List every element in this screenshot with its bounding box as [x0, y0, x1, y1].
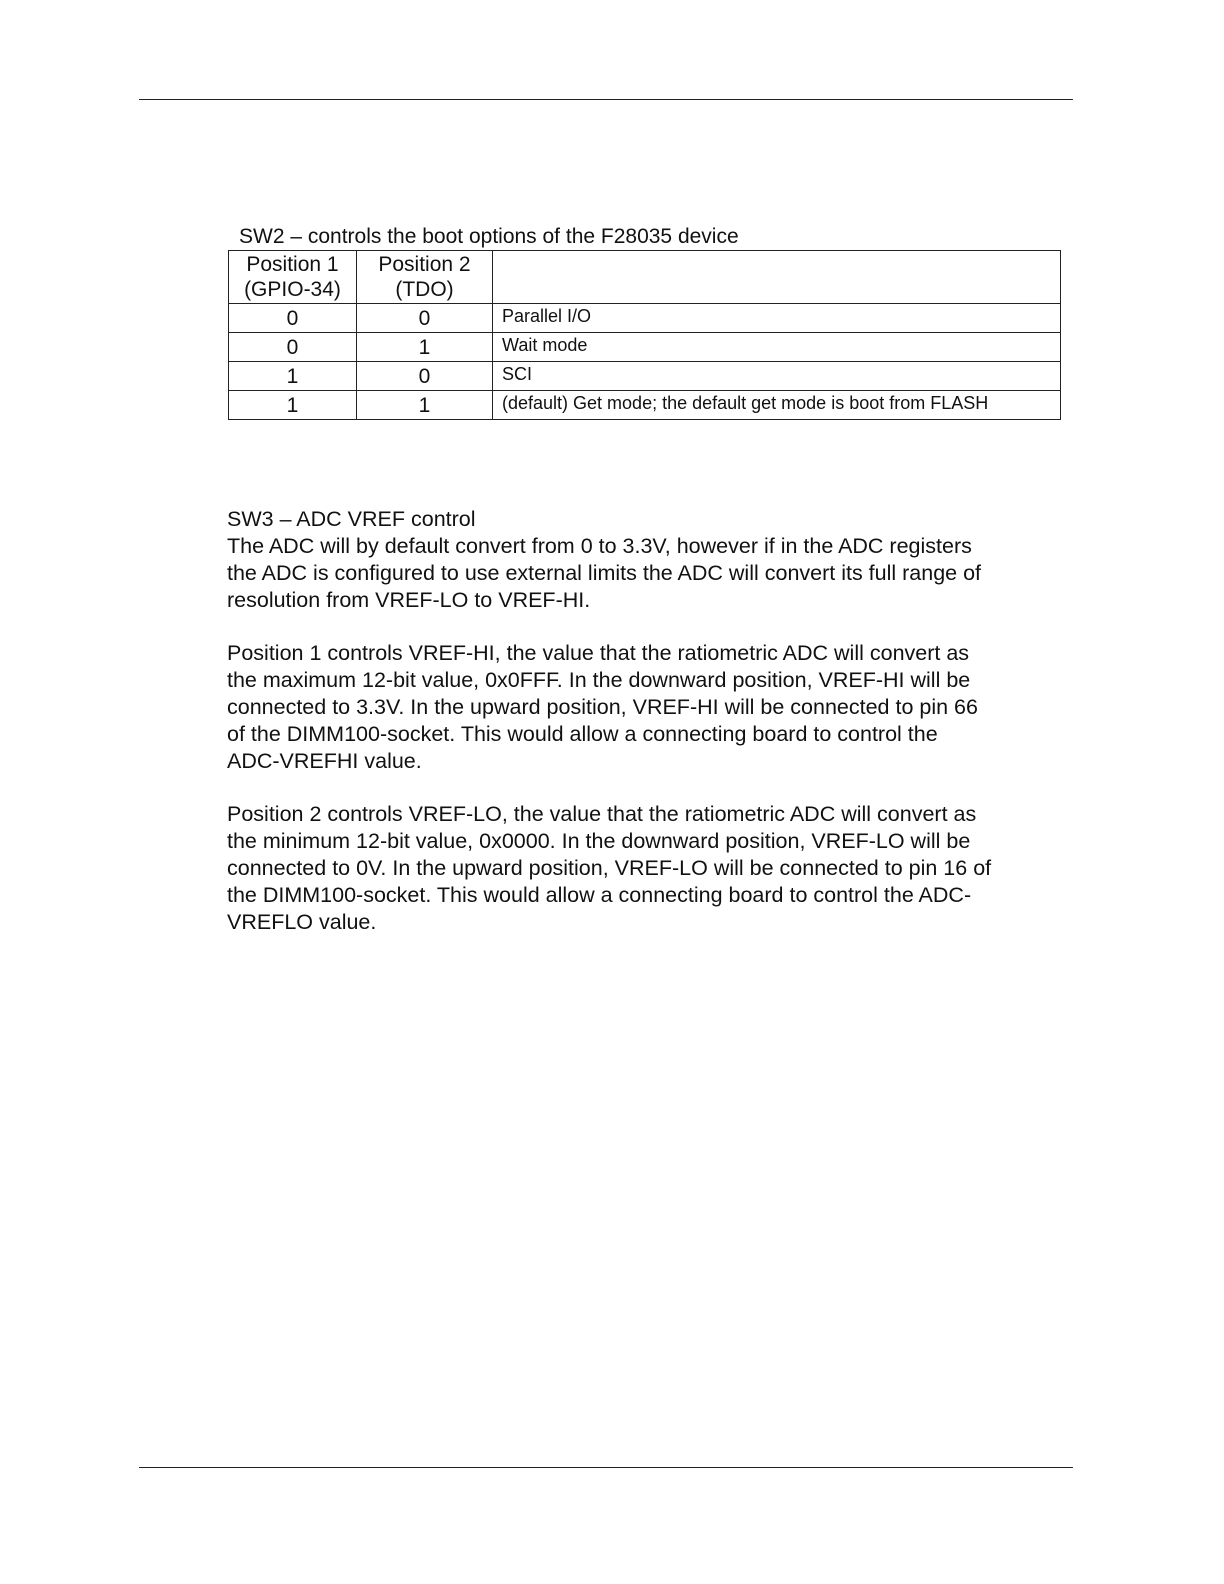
- sw2-boot-table: [228, 250, 1061, 420]
- cell-position-1: 1: [229, 362, 357, 391]
- header-position-2-signal: (TDO): [395, 278, 454, 301]
- cell-position-1: 0: [229, 333, 357, 362]
- footer-rule: [139, 1467, 1073, 1468]
- cell-boot-mode: Parallel I/O: [493, 304, 1061, 333]
- table-row: [229, 362, 1061, 391]
- cell-boot-mode: Wait mode: [493, 333, 1061, 362]
- header-rule: [139, 99, 1073, 100]
- sw2-caption: SW2 – controls the boot options of the F28035 device: [239, 225, 739, 248]
- sw3-heading-text: SW3 – ADC VREF control: [227, 507, 476, 531]
- table-row: [229, 304, 1061, 333]
- header-position-2-label: Position 2: [378, 253, 471, 276]
- sw3-position-2-paragraph: [227, 801, 1067, 936]
- cell-position-2: 0: [357, 304, 493, 333]
- header-position-2: [357, 251, 493, 304]
- header-position-1-signal: (GPIO-34): [244, 278, 341, 301]
- header-position-1: [229, 251, 357, 304]
- sw3-position-1-paragraph: [227, 640, 1067, 775]
- table-row: [229, 333, 1061, 362]
- cell-boot-mode: SCI: [493, 362, 1061, 391]
- cell-position-1: 0: [229, 304, 357, 333]
- cell-boot-mode: (default) Get mode; the default get mode is boot from FLASH: [493, 391, 1061, 420]
- sw3-intro-text: The ADC will by default convert from 0 to 3.3V, however if in the ADC registers the ADC is configured to use external limits the ADC will convert its full range of resolution from VREF-LO to VREF-HI.: [227, 534, 982, 612]
- cell-position-1: 1: [229, 391, 357, 420]
- cell-position-2: 1: [357, 333, 493, 362]
- sw3-position-1-text: Position 1 controls VREF-HI, the value that the ratiometric ADC will convert as the maximum 12-bit value, 0x0FFF. In the downward position, VREF-HI will be connected to 3.3V. In the upward position, VREF-HI will be connected to pin 66 of the DIMM100-socket. This would allow a connecting board to control the ADC-VREFHI value.: [227, 641, 978, 773]
- sw3-position-2-text: Position 2 controls VREF-LO, the value that the ratiometric ADC will convert as the minimum 12-bit value, 0x0000. In the downward position, VREF-LO will be connected to 0V. In the upward position, VREF-LO will be connected to pin 16 of the DIMM100-socket. This would allow a connecting board to control the ADC- VREFLO value.: [227, 802, 992, 934]
- header-position-1-label: Position 1: [246, 253, 339, 276]
- cell-position-2: 0: [357, 362, 493, 391]
- table-header-row: [229, 251, 1061, 304]
- table-row: [229, 391, 1061, 420]
- sw3-intro-paragraph: [227, 533, 1067, 614]
- sw3-heading: [227, 506, 1067, 533]
- cell-position-2: 1: [357, 391, 493, 420]
- header-description: [493, 251, 1061, 304]
